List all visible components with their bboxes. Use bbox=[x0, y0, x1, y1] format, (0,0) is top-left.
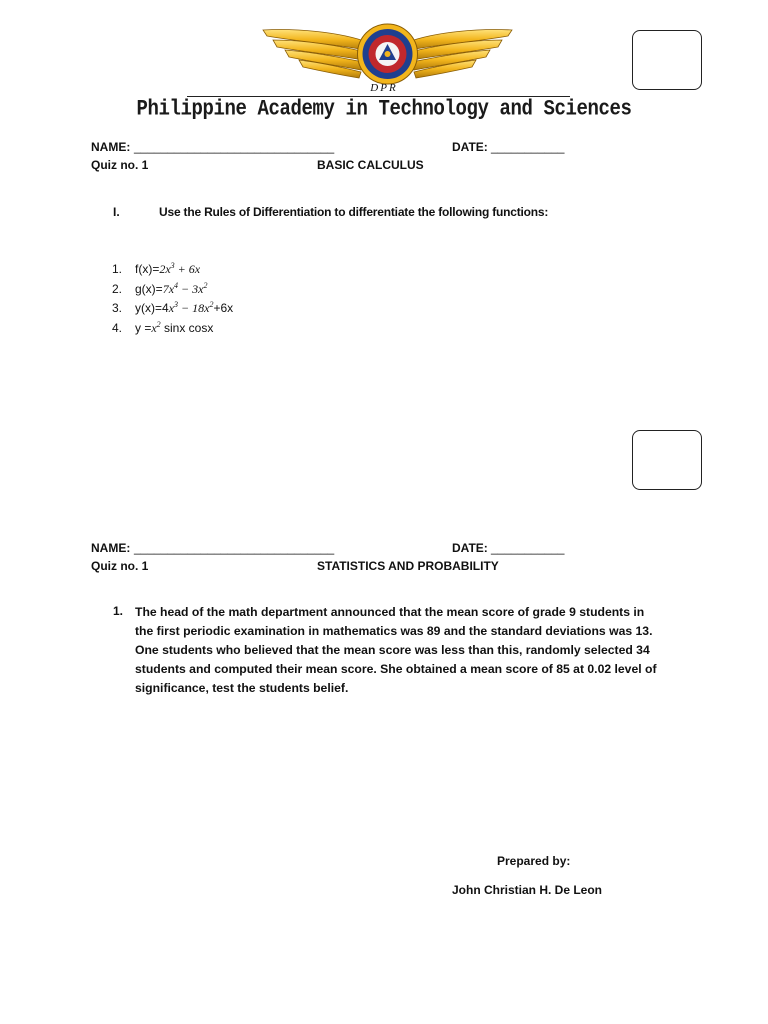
item-expression: $x^2$ bbox=[151, 319, 161, 335]
item-lhs: g(x)= bbox=[135, 281, 163, 296]
date-blank[interactable]: ___________ bbox=[491, 541, 565, 555]
item-tail: sinx cosx bbox=[160, 320, 214, 335]
item-number: 1. bbox=[113, 604, 124, 618]
school-logo bbox=[255, 22, 520, 86]
quiz-label: Quiz no. 1 bbox=[91, 158, 149, 172]
school-name: Philippine Academy in Technology and Sciences bbox=[136, 96, 632, 122]
list-item bbox=[112, 260, 233, 280]
name-blank[interactable]: ______________________________ bbox=[134, 140, 335, 154]
subject-title: STATISTICS AND PROBABILITY bbox=[317, 559, 499, 573]
item-lhs: f(x)= bbox=[135, 262, 160, 276]
date-label: DATE: bbox=[452, 541, 488, 555]
score-box-bottom bbox=[632, 430, 702, 490]
name-label: NAME: bbox=[91, 140, 131, 154]
item-number: 2. bbox=[112, 281, 123, 296]
list-item bbox=[112, 319, 233, 339]
quiz-label: Quiz no. 1 bbox=[91, 559, 149, 573]
list-item bbox=[112, 280, 233, 300]
date-label: DATE: bbox=[452, 140, 488, 154]
author-name: John Christian H. De Leon bbox=[452, 883, 603, 897]
item-expression: $7x^4 - 3x^2$ bbox=[162, 280, 208, 296]
item-expression: $2x^3 + 6x$ bbox=[159, 261, 201, 276]
left-wing-icon bbox=[263, 30, 367, 79]
section-number: I. bbox=[113, 205, 120, 219]
logo-monogram: DPR bbox=[370, 82, 398, 94]
problem-text: The head of the math department announced that the mean score of grade 9 students in the first periodic examination in mathematics was 89 and the standard deviations was 13. One students who believed that the mean score was less than this, randomly selected 34 students and computed their mean score. She obtained a mean score of 85 at 0.02 level of significance, test the students belief. bbox=[135, 605, 657, 695]
right-wing-icon bbox=[408, 30, 512, 79]
item-number: 3. bbox=[112, 301, 123, 315]
item-number: 4. bbox=[112, 320, 123, 335]
score-box-top bbox=[632, 30, 702, 90]
item-lhs: y(x)=4 bbox=[135, 301, 169, 315]
name-label: NAME: bbox=[91, 541, 131, 555]
instruction: Use the Rules of Differentiation to differentiate the following functions: bbox=[159, 205, 549, 219]
subject-title: BASIC CALCULUS bbox=[317, 158, 424, 172]
list-item bbox=[112, 299, 233, 319]
problem-list bbox=[112, 260, 233, 338]
date-blank[interactable]: ___________ bbox=[491, 140, 565, 154]
prepared-by-label: Prepared by: bbox=[497, 854, 571, 868]
name-blank[interactable]: ______________________________ bbox=[134, 541, 335, 555]
item-tail: +6x bbox=[213, 301, 234, 315]
item-number: 1. bbox=[112, 262, 123, 276]
item-lhs: y = bbox=[135, 320, 152, 335]
item-expression: $x^3 - 18x^2$ bbox=[168, 300, 214, 315]
seal-icon bbox=[358, 24, 418, 84]
